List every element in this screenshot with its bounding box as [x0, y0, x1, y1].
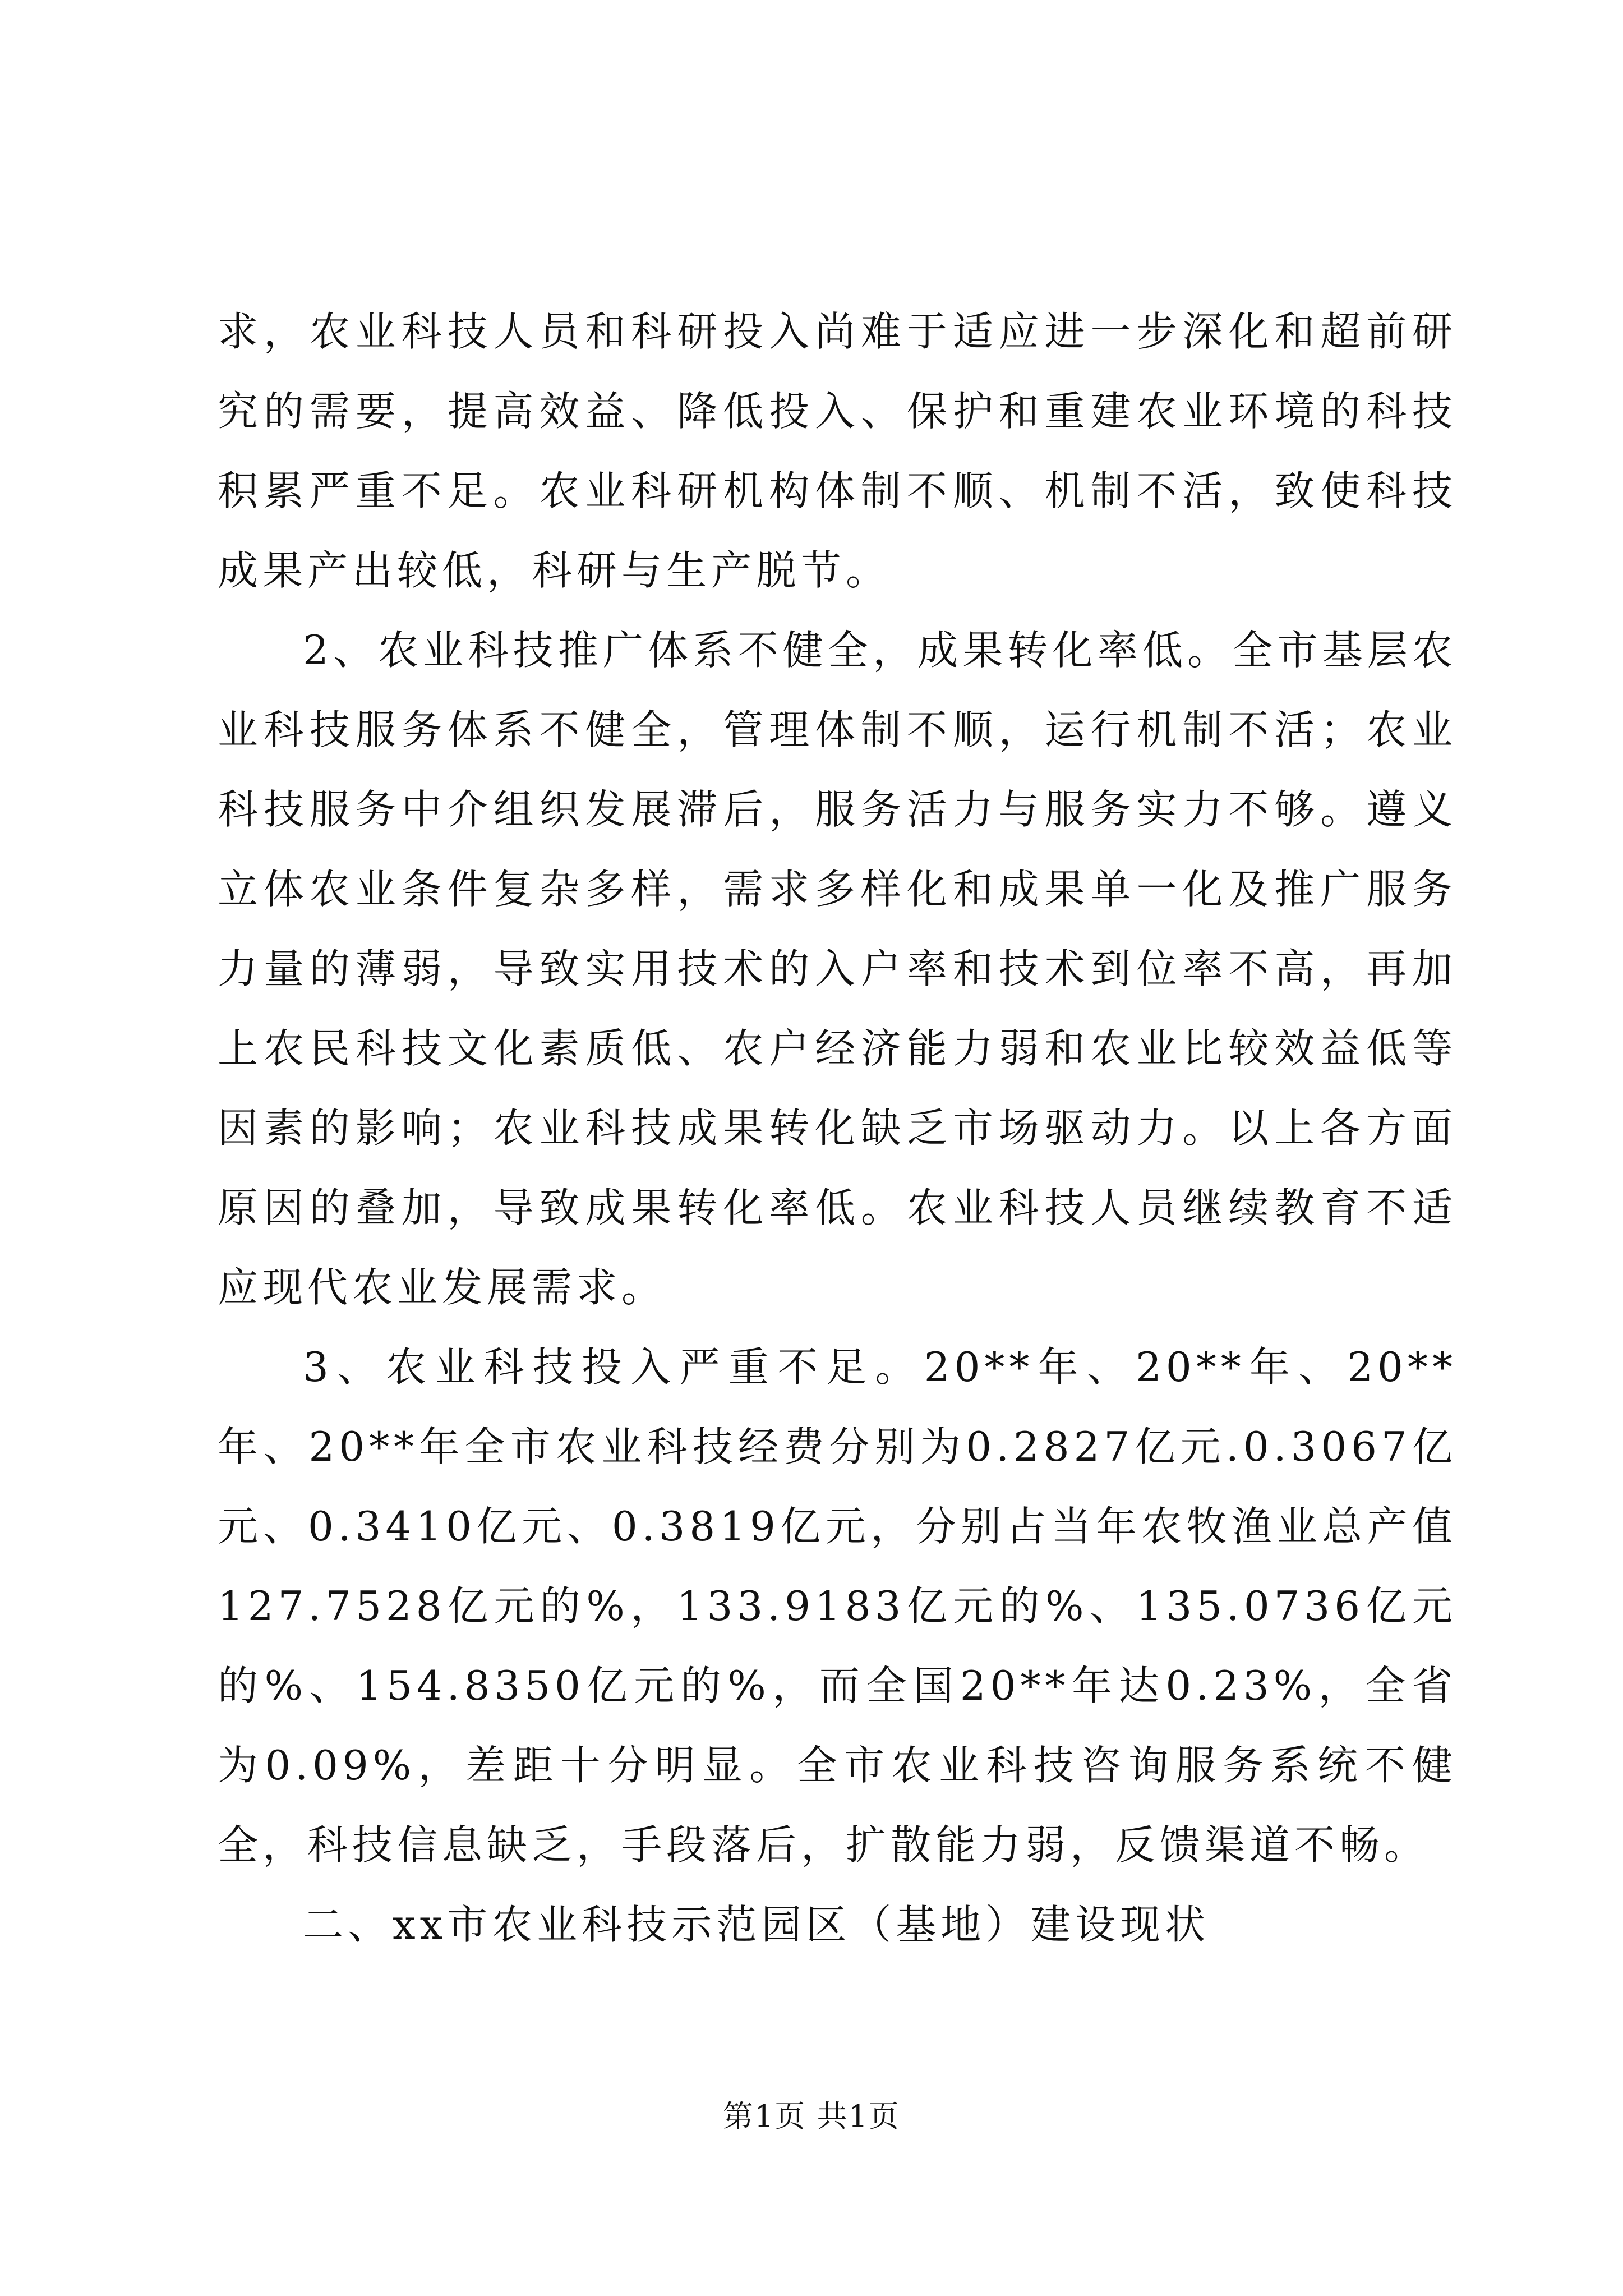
- paragraph-item-3: 3、农业科技投入严重不足。20**年、20**年、20**年、20**年全市农业科技经费分别为0.2827亿元.0.3067亿元、0.3410亿元、0.3819亿元，分别占当年农牧渔业总产值127.7528亿元的%，133.9183亿元的%、135.0736亿元的%、154.8350亿元的%，而全国20**年达0.23%，全省为0.09%，差距十分明显。全市农业科技咨询服务系统不健全，科技信息缺乏，手段落后，扩散能力弱，反馈渠道不畅。: [218, 1343, 1457, 1869]
- paragraph-item-2: 2、农业科技推广体系不健全，成果转化率低。全市基层农业科技服务体系不健全，管理体制不顺，运行机制不活；农业科技服务中介组织发展滞后，服务活力与服务实力不够。遵义立体农业条件复杂多样，需求多样化和成果单一化及推广服务力量的薄弱，导致实用技术的入户率和技术到位率不高，再加上农民科技文化素质低、农户经济能力弱和农业比较效益低等因素的影响；农业科技成果转化缺乏市场驱动力。以上各方面原因的叠加，导致成果转化率低。农业科技人员继续教育不适应现代农业发展需求。: [218, 627, 1457, 1311]
- document-body: [218, 292, 1457, 1964]
- section-heading: 二、xx市农业科技示范园区（基地）建设现状: [303, 1901, 1210, 1948]
- paragraph-continuation: 求，农业科技人员和科研投入尚难于适应进一步深化和超前研究的需要，提高效益、降低投入、保护和重建农业环境的科技积累严重不足。农业科研机构体制不顺、机制不活，致使科技成果产出较低，科研与生产脱节。: [218, 308, 1457, 594]
- page-number-footer: 第1页 共1页: [723, 2099, 900, 2134]
